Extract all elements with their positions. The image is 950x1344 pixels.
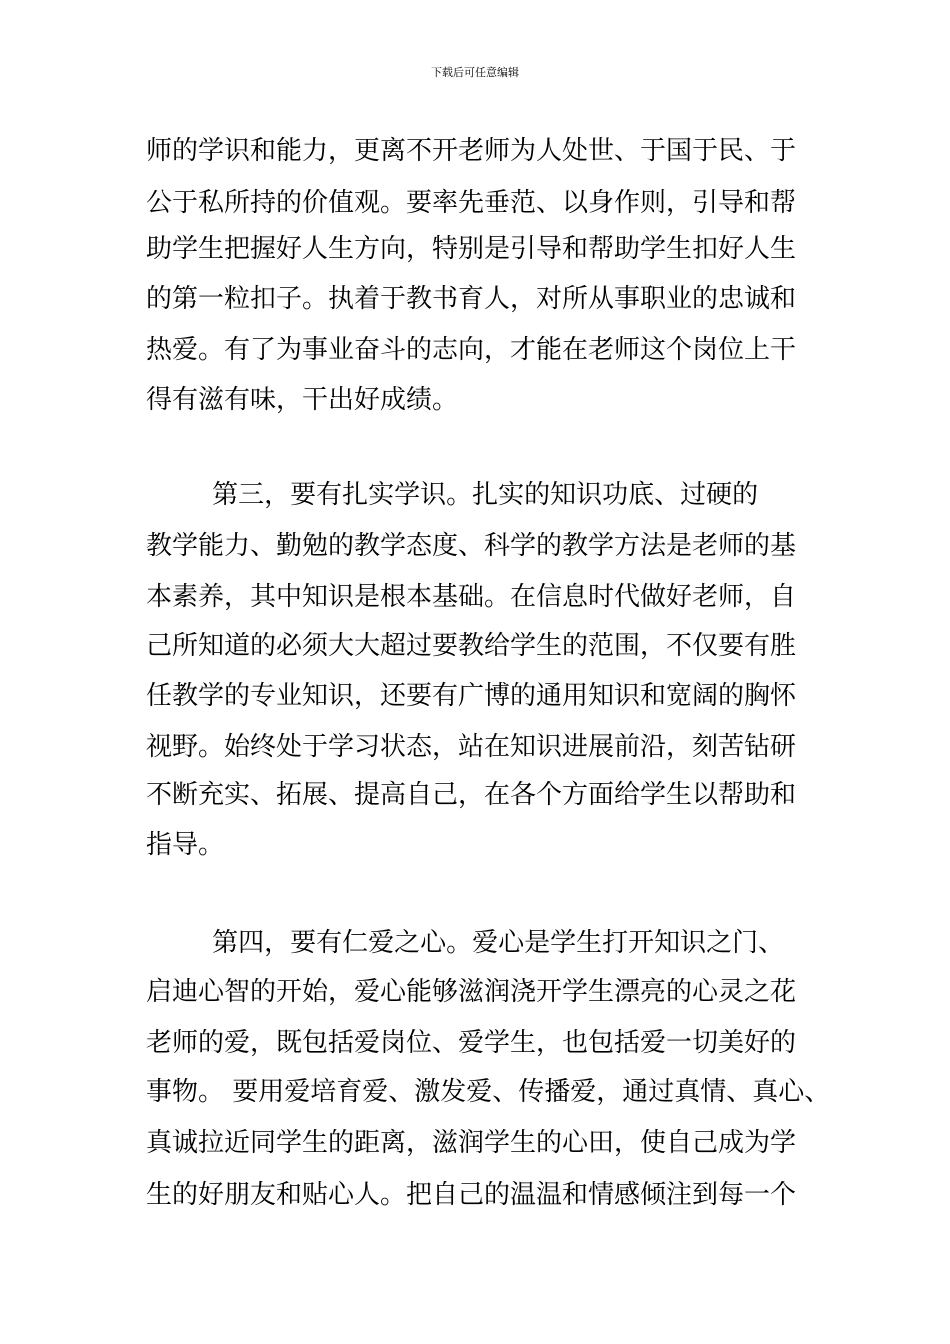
- paragraph-3-line-3: 老师的爱，既包括爱岗位、爱学生，也包括爱一切美好的: [146, 1028, 797, 1058]
- paragraph-1-line-4: 的第一粒扣子。执着于教书育人，对所从事职业的忠诚和: [146, 284, 797, 314]
- paragraph-2-line-1: 第三，要有扎实学识。扎实的知识功底、过硬的: [146, 480, 759, 510]
- paragraph-1-line-5: 热爱。有了为事业奋斗的志向，才能在老师这个岗位上干: [146, 335, 797, 365]
- paragraph-1-line-6: 得有滋有味，干出好成绩。: [146, 385, 459, 415]
- paragraph-1-line-3: 助学生把握好人生方向，特别是引导和帮助学生扣好人生: [146, 234, 797, 264]
- paragraph-2-line-2: 教学能力、勤勉的教学态度、科学的教学方法是老师的基: [146, 531, 797, 561]
- paragraph-2-line-8: 指导。: [146, 830, 225, 860]
- paragraph-1-line-1: 师的学识和能力，更离不开老师为人处世、于国于民、于: [146, 136, 797, 166]
- paragraph-1-line-2: 公于私所持的价值观。要率先垂范、以身作则，引导和帮: [146, 188, 797, 218]
- paragraph-2-line-6: 视野。始终处于学习状态，站在知识进展前沿，刻苦钻研: [146, 732, 797, 762]
- paragraph-3-line-2: 启迪心智的开始，爱心能够滋润浇开学生漂亮的心灵之花: [146, 977, 797, 1007]
- paragraph-3-line-6: 生的好朋友和贴心人。把自己的温温和情感倾注到每一个: [146, 1180, 797, 1210]
- paragraph-3-line-1: 第四，要有仁爱之心。爱心是学生打开知识之门、: [146, 928, 785, 958]
- paragraph-3-line-4: 事物。 要用爱培育爱、激发爱、传播爱，通过真情、真心、: [146, 1077, 831, 1107]
- paragraph-2-line-7: 不断充实、拓展、提高自己，在各个方面给学生以帮助和: [146, 780, 797, 810]
- paragraph-2-line-3: 本素养，其中知识是根本基础。在信息时代做好老师，自: [146, 582, 797, 612]
- paragraph-2-line-4: 己所知道的必须大大超过要教给学生的范围，不仅要有胜: [146, 631, 797, 661]
- paragraph-3-line-5: 真诚拉近同学生的距离，滋润学生的心田，使自己成为学: [146, 1128, 797, 1158]
- paragraph-2-line-5: 任教学的专业知识，还要有广博的通用知识和宽阔的胸怀: [146, 681, 797, 711]
- page-header: 下载后可任意编辑: [431, 66, 519, 79]
